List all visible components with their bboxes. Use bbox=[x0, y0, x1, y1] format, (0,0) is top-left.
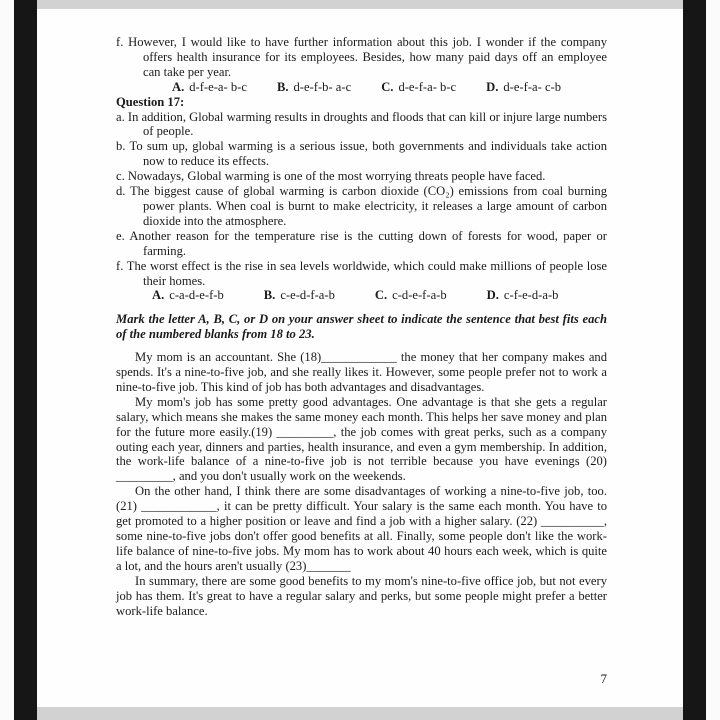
question17-option-e: e. Another reason for the temperature rise is the cutting down of forests for wood, paper or farming. bbox=[116, 228, 607, 258]
answer-letter: A. bbox=[172, 79, 185, 94]
section-instruction: Mark the letter A, B, C, or D on your answer sheet to indicate the sentence that best fits each of the numbered blanks from 18 to 23. bbox=[116, 312, 607, 342]
question17-answer-row bbox=[116, 288, 607, 303]
answer-letter: B. bbox=[263, 288, 276, 303]
answer-letter: D. bbox=[486, 79, 499, 94]
top-edge-strip bbox=[0, 0, 720, 9]
left-black-border bbox=[14, 0, 37, 720]
question16-answer-row bbox=[116, 80, 607, 95]
answer-letter: C. bbox=[374, 288, 388, 303]
passage-paragraph-1: My mom is an accountant. She (18)____________ the money that her company makes and spends. It's a nine-to-five job, and she really likes it. However, some people prefer not to work a nine-to-five job. This kind of job has both advantages and disadvantages. bbox=[116, 350, 607, 394]
right-black-border bbox=[683, 0, 706, 720]
answer-text: d-e-f-a- b-c bbox=[398, 79, 457, 94]
left-outer-edge bbox=[0, 0, 14, 720]
answer-choice-d bbox=[486, 80, 561, 95]
answer-text: d-e-f-a- c-b bbox=[503, 79, 562, 94]
question17-option-a: a. In addition, Global warming results in droughts and floods that can kill or injure large numbers of people. bbox=[116, 109, 607, 139]
bottom-edge-strip bbox=[0, 707, 720, 720]
answer-choice-a bbox=[172, 80, 247, 95]
page-content bbox=[116, 35, 607, 618]
question17-option-c: c. Nowadays, Global warming is one of the most worrying threats people have faced. bbox=[116, 169, 546, 184]
answer-letter: D. bbox=[486, 288, 499, 303]
answer-text: d-f-e-a- b-c bbox=[189, 79, 247, 94]
answer-text: c-a-d-e-f-b bbox=[169, 288, 224, 303]
answer-text: c-d-e-f-a-b bbox=[392, 288, 447, 303]
question17-option-d: d. The biggest cause of global warming is carbon dioxide (CO₂) emissions from coal burning power plants. When coal is burnt to make electricity, it releases a large amount of carbon dioxide into the atmosphere. bbox=[116, 184, 607, 228]
answer-choice-c bbox=[381, 80, 456, 95]
answer-letter: A. bbox=[152, 288, 165, 303]
answer-choice-d bbox=[487, 288, 559, 303]
answer-text: c-e-d-f-a-b bbox=[280, 288, 335, 303]
passage-paragraph-3: On the other hand, I think there are some disadvantages of working a nine-to-five job, too. (21) ____________, it can be pretty difficult. Your salary is the same each month. You have to get promoted to a higher position or leave and find a job with a higher salary. (22) __________, some nine-to-five jobs don't offer good benefits at all. Finally, some people don't like the work-life balance of nine-to-five jobs. My mom has to work about 40 hours each week, which is quite a lot, and the hours aren't usually (23)_______ bbox=[116, 484, 607, 573]
answer-text: d-e-f-b- a-c bbox=[293, 79, 352, 94]
document-page bbox=[37, 9, 683, 707]
answer-text: c-f-e-d-a-b bbox=[503, 288, 559, 303]
question16-option-f: f. However, I would like to have further information about this job. I wonder if the company offers health insurance for its employees. Besides, how many paid days off an employee can take per year. bbox=[116, 35, 607, 79]
passage-paragraph-4: In summary, there are some good benefits to my mom's nine-to-five office job, but not every job has them. It's great to have a regular salary and perks, but some people might prefer a better work-life balance. bbox=[116, 573, 607, 618]
question17-option-f: f. The worst effect is the rise in sea levels worldwide, which could make millions of people lose their homes. bbox=[116, 258, 607, 288]
question17-heading: Question 17: bbox=[116, 94, 185, 109]
answer-choice-a bbox=[152, 288, 224, 303]
right-outer-edge bbox=[706, 0, 720, 720]
passage-paragraph-2: My mom's job has some pretty good advantages. One advantage is that she gets a regular salary, which means she makes the same money each month. This helps her save money and plan for the future more easily.(19) _________, the job comes with great perks, such as a company outing each year, dinners and parties, health insurance, and even a gym membership. In addition, the work-life balance of a nine-to-five job is not terrible because you have evenings (20) _________, and you don't usually work on the weekends. bbox=[116, 394, 607, 484]
answer-letter: C. bbox=[381, 79, 394, 94]
answer-choice-b bbox=[264, 288, 335, 303]
page-number: 7 bbox=[600, 671, 607, 686]
answer-choice-c bbox=[375, 288, 447, 303]
answer-choice-b bbox=[277, 80, 351, 95]
question17-option-b: b. To sum up, global warming is a serious issue, both governments and individuals take action now to reduce its effects. bbox=[116, 139, 607, 169]
answer-letter: B. bbox=[276, 79, 289, 94]
